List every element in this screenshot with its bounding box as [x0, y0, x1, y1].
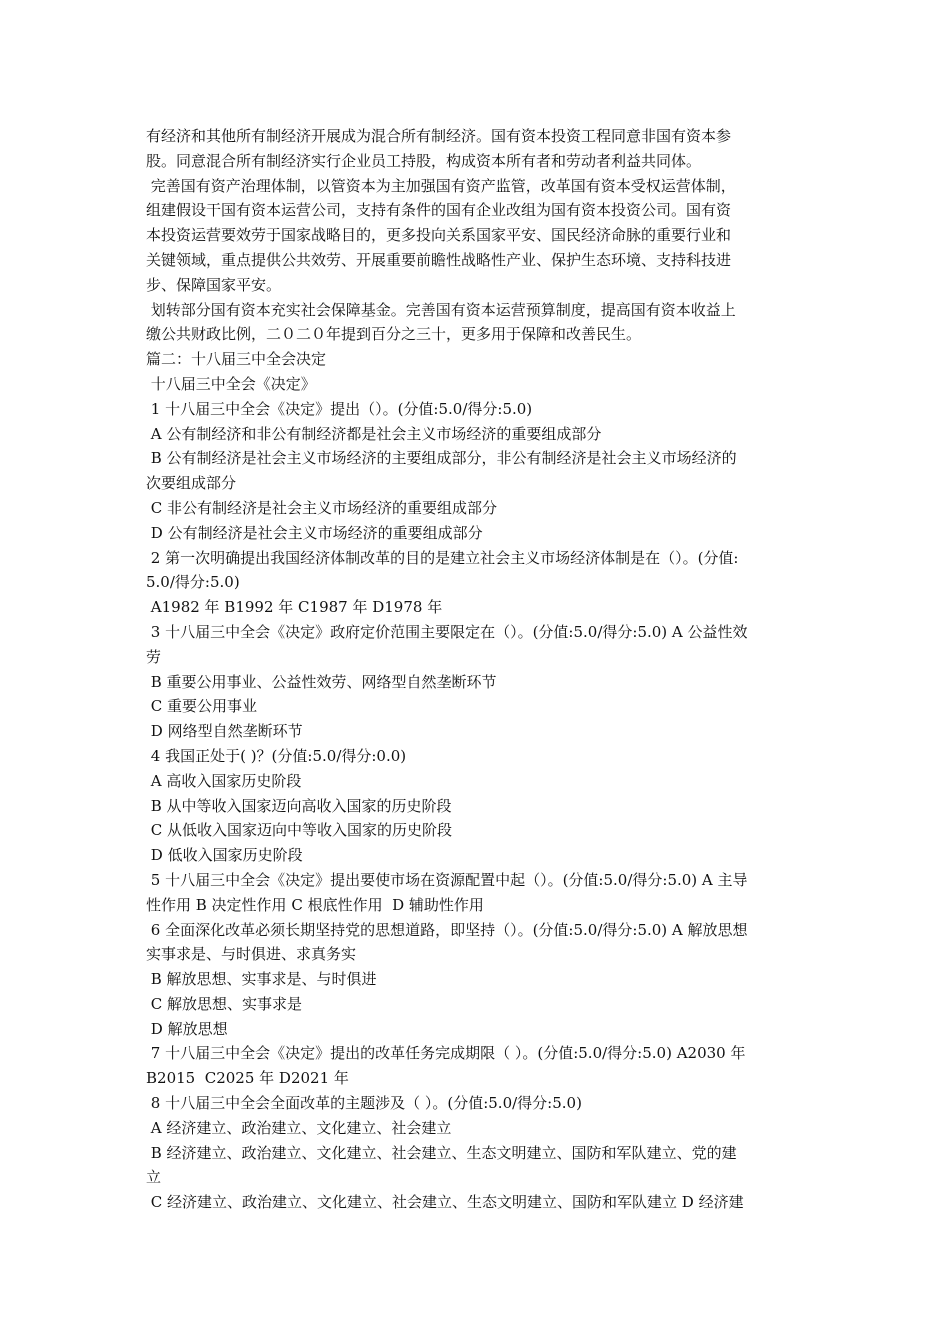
text-line: 股。同意混合所有制经济实行企业员工持股，构成资本所有者和劳动者利益共同体。	[146, 151, 702, 170]
text-line: 7 十八届三中全会《决定》提出的改革任务完成期限（ ）。(分值:5.0/得分:5.0) A2030 年	[146, 1044, 746, 1063]
text-line: 十八届三中全会《决定》	[146, 374, 316, 393]
text-line: C 解放思想、实事求是	[146, 994, 303, 1013]
text-line: 性作用 B 决定性作用 C 根底性作用 D 辅助性作用	[146, 895, 484, 914]
text-line: 1 十八届三中全会《决定》提出（）。(分值:5.0/得分:5.0)	[146, 399, 533, 418]
text-line: D 公有制经济是社会主义市场经济的重要组成部分	[146, 523, 483, 542]
text-line: 5 十八届三中全会《决定》提出要使市场在资源配置中起（）。(分值:5.0/得分:5.0) A 主导	[146, 870, 748, 889]
text-line: 立	[146, 1168, 162, 1187]
text-line: 实事求是、与时俱进、求真务实	[146, 945, 357, 964]
text-line: 3 十八届三中全会《决定》政府定价范围主要限定在（）。(分值:5.0/得分:5.0) A 公益性效	[146, 622, 748, 641]
text-line: B2015 C2025 年 D2021 年	[146, 1069, 349, 1088]
text-line: 6 全面深化改革必须长期坚持党的思想道路，即坚持（）。(分值:5.0/得分:5.0) A 解放思想	[146, 920, 748, 939]
text-line: 缴公共财政比例，二０二０年提到百分之三十，更多用于保障和改善民生。	[146, 325, 642, 344]
text-line: D 解放思想	[146, 1019, 228, 1038]
text-line: C 非公有制经济是社会主义市场经济的重要组成部分	[146, 498, 498, 517]
text-line: 5.0/得分:5.0)	[146, 573, 240, 592]
text-line: A 高收入国家历史阶段	[146, 771, 302, 790]
text-line: 步、保障国家平安。	[146, 275, 282, 294]
text-line: B 从中等收入国家迈向高收入国家的历史阶段	[146, 796, 452, 815]
text-line: 篇二：十八届三中全会决定	[146, 350, 327, 369]
text-line: C 重要公用事业	[146, 697, 258, 716]
text-line: 2 第一次明确提出我国经济体制改革的目的是建立社会主义市场经济体制是在（）。(分值:	[146, 548, 739, 567]
text-line: 划转部分国有资本充实社会保障基金。完善国有资本运营预算制度，提高国有资本收益上	[146, 300, 736, 319]
text-line: C 经济建立、政治建立、文化建立、社会建立、生态文明建立、国防和军队建立 D 经济建	[146, 1193, 744, 1212]
text-line: D 低收入国家历史阶段	[146, 846, 303, 865]
text-line: 本投资运营要效劳于国家战略目的，更多投向关系国家平安、国民经济命脉的重要行业和	[146, 226, 732, 245]
text-line: 次要组成部分	[146, 474, 237, 493]
document-body	[146, 124, 818, 1215]
text-line: 完善国有资产治理体制，以管资本为主加强国有资产监管，改革国有资本受权运营体制，	[146, 176, 736, 195]
text-line: 劳	[146, 647, 162, 666]
text-line: 8 十八届三中全会全面改革的主题涉及（ ）。(分值:5.0/得分:5.0)	[146, 1094, 582, 1113]
text-line: A 公有制经济和非公有制经济都是社会主义市场经济的重要组成部分	[146, 424, 602, 443]
text-line: 关键领域，重点提供公共效劳、开展重要前瞻性战略性产业、保护生态环境、支持科技进	[146, 250, 732, 269]
text-line: A 经济建立、政治建立、文化建立、社会建立	[146, 1118, 452, 1137]
text-line: A1982 年 B1992 年 C1987 年 D1978 年	[146, 598, 443, 617]
text-line: C 从低收入国家迈向中等收入国家的历史阶段	[146, 821, 453, 840]
text-line: 组建假设干国有资本运营公司，支持有条件的国有企业改组为国有资本投资公司。国有资	[146, 201, 732, 220]
text-line: B 公有制经济是社会主义市场经济的主要组成部分，非公有制经济是社会主义市场经济的	[146, 449, 737, 468]
text-line: D 网络型自然垄断环节	[146, 722, 303, 741]
text-line: B 解放思想、实事求是、与时俱进	[146, 970, 377, 989]
text-line: 有经济和其他所有制经济开展成为混合所有制经济。国有资本投资工程同意非国有资本参	[146, 127, 732, 145]
text-line: 4 我国正处于( )？(分值:5.0/得分:0.0)	[146, 746, 407, 765]
text-line: B 重要公用事业、公益性效劳、网络型自然垄断环节	[146, 672, 497, 691]
text-line: B 经济建立、政治建立、文化建立、社会建立、生态文明建立、国防和军队建立、党的建	[146, 1143, 737, 1162]
